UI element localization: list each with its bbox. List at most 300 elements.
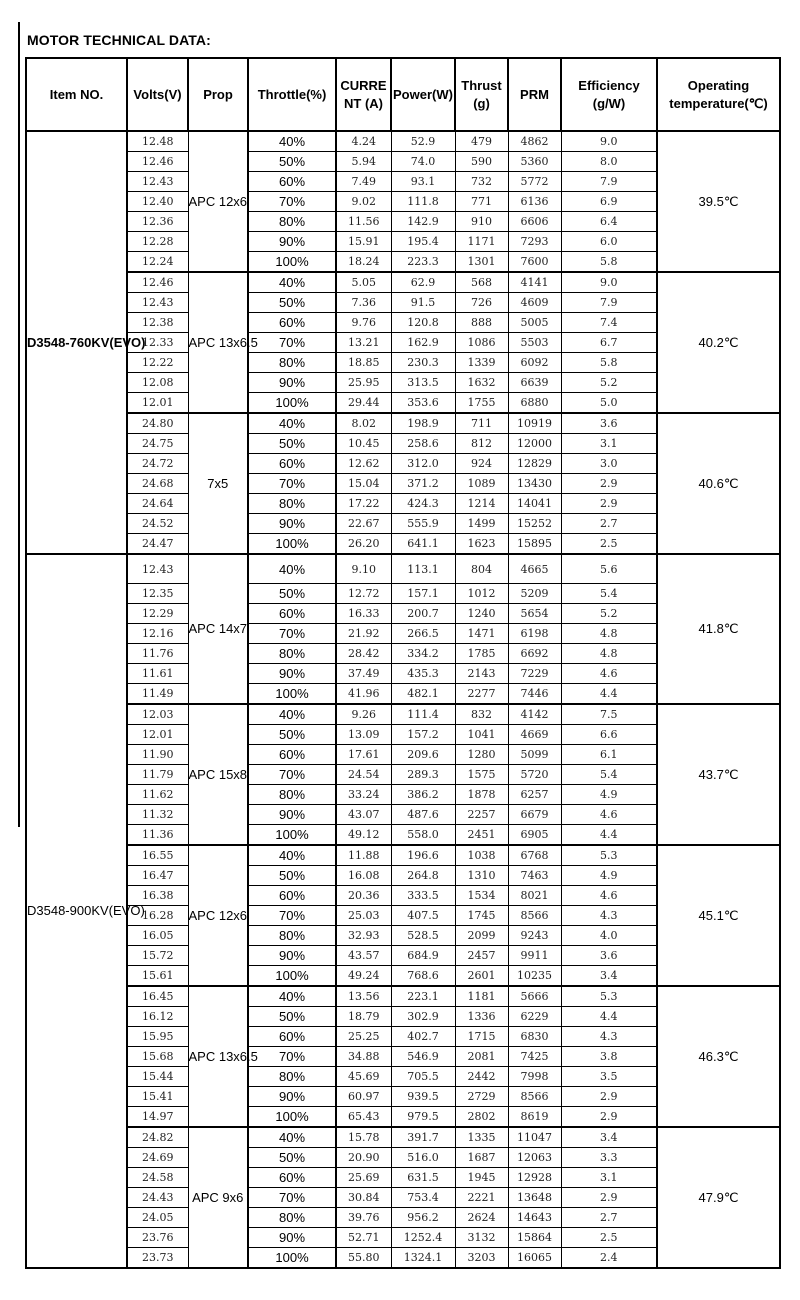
table-row: [26, 986, 780, 1007]
current-cell: 7.36: [336, 293, 391, 313]
efficiency-cell: 2.9: [561, 1087, 657, 1107]
thrust-cell: 479: [455, 131, 508, 152]
volts-cell: 12.43: [127, 554, 188, 584]
rpm-cell: 4665: [508, 554, 561, 584]
throttle-cell: 40%: [248, 272, 336, 293]
thrust-cell: 1280: [455, 745, 508, 765]
power-cell: 196.6: [391, 845, 455, 866]
current-cell: 29.44: [336, 393, 391, 414]
efficiency-cell: 4.4: [561, 825, 657, 846]
throttle-cell: 40%: [248, 413, 336, 434]
power-cell: 753.4: [391, 1188, 455, 1208]
volts-cell: 12.33: [127, 333, 188, 353]
throttle-cell: 100%: [248, 1248, 336, 1269]
thrust-cell: 1878: [455, 785, 508, 805]
volts-cell: 11.61: [127, 664, 188, 684]
current-cell: 25.03: [336, 906, 391, 926]
power-cell: 258.6: [391, 434, 455, 454]
thrust-cell: 1041: [455, 725, 508, 745]
throttle-cell: 100%: [248, 393, 336, 414]
current-cell: 13.09: [336, 725, 391, 745]
throttle-cell: 50%: [248, 293, 336, 313]
volts-cell: 16.47: [127, 866, 188, 886]
thrust-cell: 590: [455, 152, 508, 172]
throttle-cell: 70%: [248, 192, 336, 212]
rpm-cell: 5209: [508, 584, 561, 604]
thrust-cell: 568: [455, 272, 508, 293]
thrust-cell: 2442: [455, 1067, 508, 1087]
throttle-cell: 70%: [248, 765, 336, 785]
current-cell: 21.92: [336, 624, 391, 644]
thrust-cell: 2729: [455, 1087, 508, 1107]
thrust-cell: 2099: [455, 926, 508, 946]
volts-cell: 24.82: [127, 1127, 188, 1148]
rpm-cell: 8619: [508, 1107, 561, 1128]
power-cell: 487.6: [391, 805, 455, 825]
thrust-cell: 2601: [455, 966, 508, 987]
throttle-cell: 80%: [248, 494, 336, 514]
throttle-cell: 100%: [248, 1107, 336, 1128]
rpm-cell: 5099: [508, 745, 561, 765]
efficiency-cell: 3.3: [561, 1148, 657, 1168]
volts-cell: 12.40: [127, 192, 188, 212]
efficiency-cell: 8.0: [561, 152, 657, 172]
throttle-cell: 80%: [248, 1067, 336, 1087]
power-cell: 91.5: [391, 293, 455, 313]
efficiency-cell: 4.4: [561, 1007, 657, 1027]
current-cell: 28.42: [336, 644, 391, 664]
volts-cell: 14.97: [127, 1107, 188, 1128]
thrust-cell: 1181: [455, 986, 508, 1007]
efficiency-cell: 6.4: [561, 212, 657, 232]
thrust-cell: 3203: [455, 1248, 508, 1269]
throttle-cell: 90%: [248, 1228, 336, 1248]
efficiency-cell: 3.4: [561, 966, 657, 987]
volts-cell: 12.22: [127, 353, 188, 373]
header-thrust: Thrust (g): [455, 58, 508, 131]
power-cell: 230.3: [391, 353, 455, 373]
efficiency-cell: 4.0: [561, 926, 657, 946]
prop-cell: APC 12x6: [188, 845, 248, 986]
volts-cell: 24.43: [127, 1188, 188, 1208]
rpm-cell: 14643: [508, 1208, 561, 1228]
operating-temperature-cell: 40.6℃: [657, 413, 780, 554]
current-cell: 13.21: [336, 333, 391, 353]
rpm-cell: 5360: [508, 152, 561, 172]
current-cell: 11.88: [336, 845, 391, 866]
thrust-cell: 1745: [455, 906, 508, 926]
motor-data-table: [25, 57, 781, 1269]
item-number-cell: D3548-900KV(EVO): [26, 554, 127, 1268]
efficiency-cell: 3.1: [561, 1168, 657, 1188]
thrust-cell: 1214: [455, 494, 508, 514]
header-volts: Volts(V): [127, 58, 188, 131]
efficiency-cell: 4.6: [561, 805, 657, 825]
rpm-cell: 5720: [508, 765, 561, 785]
rpm-cell: 7446: [508, 684, 561, 705]
volts-cell: 12.36: [127, 212, 188, 232]
throttle-cell: 60%: [248, 886, 336, 906]
current-cell: 49.24: [336, 966, 391, 987]
volts-cell: 24.80: [127, 413, 188, 434]
operating-temperature-cell: 45.1℃: [657, 845, 780, 986]
thrust-cell: 1339: [455, 353, 508, 373]
efficiency-cell: 2.4: [561, 1248, 657, 1269]
volts-cell: 15.68: [127, 1047, 188, 1067]
current-cell: 43.57: [336, 946, 391, 966]
thrust-cell: 924: [455, 454, 508, 474]
efficiency-cell: 2.7: [561, 514, 657, 534]
throttle-cell: 80%: [248, 644, 336, 664]
efficiency-cell: 7.9: [561, 172, 657, 192]
power-cell: 52.9: [391, 131, 455, 152]
volts-cell: 11.62: [127, 785, 188, 805]
current-cell: 34.88: [336, 1047, 391, 1067]
thrust-cell: 726: [455, 293, 508, 313]
power-cell: 302.9: [391, 1007, 455, 1027]
efficiency-cell: 3.5: [561, 1067, 657, 1087]
current-cell: 5.94: [336, 152, 391, 172]
operating-temperature-cell: 39.5℃: [657, 131, 780, 272]
table-row: [26, 554, 780, 584]
volts-cell: 12.01: [127, 393, 188, 414]
current-cell: 12.72: [336, 584, 391, 604]
efficiency-cell: 2.9: [561, 474, 657, 494]
volts-cell: 11.32: [127, 805, 188, 825]
throttle-cell: 50%: [248, 1148, 336, 1168]
operating-temperature-cell: 41.8℃: [657, 554, 780, 704]
throttle-cell: 40%: [248, 554, 336, 584]
efficiency-cell: 9.0: [561, 272, 657, 293]
rpm-cell: 6092: [508, 353, 561, 373]
efficiency-cell: 7.4: [561, 313, 657, 333]
throttle-cell: 40%: [248, 986, 336, 1007]
power-cell: 705.5: [391, 1067, 455, 1087]
volts-cell: 24.64: [127, 494, 188, 514]
thrust-cell: 1687: [455, 1148, 508, 1168]
efficiency-cell: 5.2: [561, 373, 657, 393]
thrust-cell: 1310: [455, 866, 508, 886]
thrust-cell: 1715: [455, 1027, 508, 1047]
current-cell: 25.69: [336, 1168, 391, 1188]
rpm-cell: 13648: [508, 1188, 561, 1208]
current-cell: 20.36: [336, 886, 391, 906]
power-cell: 333.5: [391, 886, 455, 906]
rpm-cell: 5005: [508, 313, 561, 333]
current-cell: 8.02: [336, 413, 391, 434]
current-cell: 18.24: [336, 252, 391, 273]
rpm-cell: 8021: [508, 886, 561, 906]
volts-cell: 12.01: [127, 725, 188, 745]
volts-cell: 12.28: [127, 232, 188, 252]
efficiency-cell: 6.7: [561, 333, 657, 353]
current-cell: 33.24: [336, 785, 391, 805]
current-cell: 55.80: [336, 1248, 391, 1269]
power-cell: 312.0: [391, 454, 455, 474]
power-cell: 768.6: [391, 966, 455, 987]
throttle-cell: 80%: [248, 785, 336, 805]
efficiency-cell: 3.4: [561, 1127, 657, 1148]
thrust-cell: 711: [455, 413, 508, 434]
volts-cell: 11.90: [127, 745, 188, 765]
current-cell: 43.07: [336, 805, 391, 825]
power-cell: 162.9: [391, 333, 455, 353]
volts-cell: 12.03: [127, 704, 188, 725]
power-cell: 334.2: [391, 644, 455, 664]
efficiency-cell: 2.9: [561, 1188, 657, 1208]
throttle-cell: 50%: [248, 434, 336, 454]
volts-cell: 16.12: [127, 1007, 188, 1027]
thrust-cell: 1499: [455, 514, 508, 534]
efficiency-cell: 4.9: [561, 785, 657, 805]
table-row: [26, 704, 780, 725]
current-cell: 16.33: [336, 604, 391, 624]
current-cell: 11.56: [336, 212, 391, 232]
current-cell: 41.96: [336, 684, 391, 705]
efficiency-cell: 5.4: [561, 584, 657, 604]
thrust-cell: 1171: [455, 232, 508, 252]
volts-cell: 15.44: [127, 1067, 188, 1087]
power-cell: 113.1: [391, 554, 455, 584]
throttle-cell: 70%: [248, 333, 336, 353]
prop-cell: APC 9x6: [188, 1127, 248, 1268]
efficiency-cell: 6.1: [561, 745, 657, 765]
operating-temperature-cell: 47.9℃: [657, 1127, 780, 1268]
thrust-cell: 1945: [455, 1168, 508, 1188]
throttle-cell: 90%: [248, 373, 336, 393]
current-cell: 5.05: [336, 272, 391, 293]
rpm-cell: 4141: [508, 272, 561, 293]
volts-cell: 16.45: [127, 986, 188, 1007]
throttle-cell: 70%: [248, 624, 336, 644]
power-cell: 157.2: [391, 725, 455, 745]
efficiency-cell: 2.9: [561, 494, 657, 514]
throttle-cell: 60%: [248, 1027, 336, 1047]
thrust-cell: 1038: [455, 845, 508, 866]
current-cell: 30.84: [336, 1188, 391, 1208]
item-number-cell: D3548-760KV(EVO): [26, 131, 127, 554]
efficiency-cell: 9.0: [561, 131, 657, 152]
power-cell: 402.7: [391, 1027, 455, 1047]
current-cell: 52.71: [336, 1228, 391, 1248]
throttle-cell: 90%: [248, 1087, 336, 1107]
volts-cell: 11.76: [127, 644, 188, 664]
rpm-cell: 5666: [508, 986, 561, 1007]
rpm-cell: 4609: [508, 293, 561, 313]
power-cell: 407.5: [391, 906, 455, 926]
table-row: [26, 131, 780, 152]
efficiency-cell: 6.6: [561, 725, 657, 745]
efficiency-cell: 2.7: [561, 1208, 657, 1228]
current-cell: 25.95: [336, 373, 391, 393]
throttle-cell: 60%: [248, 604, 336, 624]
efficiency-cell: 6.0: [561, 232, 657, 252]
volts-cell: 24.69: [127, 1148, 188, 1168]
power-cell: 979.5: [391, 1107, 455, 1128]
rpm-cell: 10235: [508, 966, 561, 987]
rpm-cell: 7293: [508, 232, 561, 252]
rpm-cell: 6768: [508, 845, 561, 866]
page-title: MOTOR TECHNICAL DATA:: [27, 32, 211, 48]
header-operating-temperature: Operating temperature(℃): [657, 58, 780, 131]
power-cell: 684.9: [391, 946, 455, 966]
efficiency-cell: 5.3: [561, 845, 657, 866]
power-cell: 956.2: [391, 1208, 455, 1228]
rpm-cell: 6880: [508, 393, 561, 414]
thrust-cell: 2451: [455, 825, 508, 846]
power-cell: 74.0: [391, 152, 455, 172]
volts-cell: 24.58: [127, 1168, 188, 1188]
rpm-cell: 6639: [508, 373, 561, 393]
volts-cell: 11.79: [127, 765, 188, 785]
thrust-cell: 2457: [455, 946, 508, 966]
header-prop: Prop: [188, 58, 248, 131]
rpm-cell: 6830: [508, 1027, 561, 1047]
rpm-cell: 12928: [508, 1168, 561, 1188]
current-cell: 32.93: [336, 926, 391, 946]
rpm-cell: 15864: [508, 1228, 561, 1248]
current-cell: 9.02: [336, 192, 391, 212]
thrust-cell: 1240: [455, 604, 508, 624]
thrust-cell: 2802: [455, 1107, 508, 1128]
current-cell: 37.49: [336, 664, 391, 684]
prop-cell: APC 13x6.5: [188, 272, 248, 413]
throttle-cell: 40%: [248, 845, 336, 866]
rpm-cell: 5772: [508, 172, 561, 192]
volts-cell: 12.35: [127, 584, 188, 604]
power-cell: 391.7: [391, 1127, 455, 1148]
power-cell: 120.8: [391, 313, 455, 333]
power-cell: 546.9: [391, 1047, 455, 1067]
thrust-cell: 832: [455, 704, 508, 725]
power-cell: 289.3: [391, 765, 455, 785]
volts-cell: 12.43: [127, 172, 188, 192]
prop-cell: APC 13x6.5: [188, 986, 248, 1127]
thrust-cell: 812: [455, 434, 508, 454]
volts-cell: 12.08: [127, 373, 188, 393]
throttle-cell: 100%: [248, 966, 336, 987]
volts-cell: 24.52: [127, 514, 188, 534]
throttle-cell: 60%: [248, 454, 336, 474]
power-cell: 142.9: [391, 212, 455, 232]
throttle-cell: 50%: [248, 866, 336, 886]
rpm-cell: 15252: [508, 514, 561, 534]
rpm-cell: 16065: [508, 1248, 561, 1269]
rpm-cell: 4862: [508, 131, 561, 152]
rpm-cell: 4669: [508, 725, 561, 745]
volts-cell: 15.95: [127, 1027, 188, 1047]
current-cell: 9.26: [336, 704, 391, 725]
current-cell: 7.49: [336, 172, 391, 192]
thrust-cell: 2221: [455, 1188, 508, 1208]
current-cell: 15.91: [336, 232, 391, 252]
header-power: Power(W): [391, 58, 455, 131]
rpm-cell: 6679: [508, 805, 561, 825]
efficiency-cell: 3.6: [561, 413, 657, 434]
power-cell: 631.5: [391, 1168, 455, 1188]
prop-cell: 7x5: [188, 413, 248, 554]
efficiency-cell: 4.4: [561, 684, 657, 705]
volts-cell: 16.55: [127, 845, 188, 866]
power-cell: 528.5: [391, 926, 455, 946]
power-cell: 111.8: [391, 192, 455, 212]
thrust-cell: 771: [455, 192, 508, 212]
efficiency-cell: 5.3: [561, 986, 657, 1007]
power-cell: 939.5: [391, 1087, 455, 1107]
volts-cell: 23.76: [127, 1228, 188, 1248]
power-cell: 62.9: [391, 272, 455, 293]
throttle-cell: 50%: [248, 152, 336, 172]
thrust-cell: 732: [455, 172, 508, 192]
current-cell: 49.12: [336, 825, 391, 846]
efficiency-cell: 2.5: [561, 534, 657, 555]
efficiency-cell: 2.9: [561, 1107, 657, 1128]
volts-cell: 12.16: [127, 624, 188, 644]
rpm-cell: 5503: [508, 333, 561, 353]
throttle-cell: 60%: [248, 745, 336, 765]
rpm-cell: 12829: [508, 454, 561, 474]
rpm-cell: 7425: [508, 1047, 561, 1067]
throttle-cell: 40%: [248, 704, 336, 725]
volts-cell: 12.46: [127, 152, 188, 172]
throttle-cell: 100%: [248, 684, 336, 705]
throttle-cell: 70%: [248, 474, 336, 494]
header-efficiency: Efficiency (g/W): [561, 58, 657, 131]
thrust-cell: 1534: [455, 886, 508, 906]
current-cell: 45.69: [336, 1067, 391, 1087]
volts-cell: 12.43: [127, 293, 188, 313]
rpm-cell: 7229: [508, 664, 561, 684]
throttle-cell: 90%: [248, 514, 336, 534]
efficiency-cell: 4.3: [561, 1027, 657, 1047]
power-cell: 223.1: [391, 986, 455, 1007]
efficiency-cell: 4.8: [561, 624, 657, 644]
throttle-cell: 90%: [248, 232, 336, 252]
volts-cell: 11.36: [127, 825, 188, 846]
header-throttle: Throttle(%): [248, 58, 336, 131]
current-cell: 18.79: [336, 1007, 391, 1027]
thrust-cell: 2081: [455, 1047, 508, 1067]
power-cell: 386.2: [391, 785, 455, 805]
thrust-cell: 1575: [455, 765, 508, 785]
rpm-cell: 6257: [508, 785, 561, 805]
volts-cell: 16.38: [127, 886, 188, 906]
volts-cell: 12.46: [127, 272, 188, 293]
power-cell: 516.0: [391, 1148, 455, 1168]
volts-cell: 12.24: [127, 252, 188, 273]
power-cell: 313.5: [391, 373, 455, 393]
rpm-cell: 10919: [508, 413, 561, 434]
efficiency-cell: 3.6: [561, 946, 657, 966]
rpm-cell: 7600: [508, 252, 561, 273]
volts-cell: 12.29: [127, 604, 188, 624]
volts-cell: 24.72: [127, 454, 188, 474]
current-cell: 17.61: [336, 745, 391, 765]
header-rpm: PRM: [508, 58, 561, 131]
efficiency-cell: 3.0: [561, 454, 657, 474]
efficiency-cell: 4.8: [561, 644, 657, 664]
power-cell: 558.0: [391, 825, 455, 846]
current-cell: 10.45: [336, 434, 391, 454]
volts-cell: 15.72: [127, 946, 188, 966]
rpm-cell: 6905: [508, 825, 561, 846]
volts-cell: 11.49: [127, 684, 188, 705]
efficiency-cell: 5.6: [561, 554, 657, 584]
throttle-cell: 70%: [248, 906, 336, 926]
volts-cell: 24.05: [127, 1208, 188, 1228]
volts-cell: 15.61: [127, 966, 188, 987]
current-cell: 26.20: [336, 534, 391, 555]
